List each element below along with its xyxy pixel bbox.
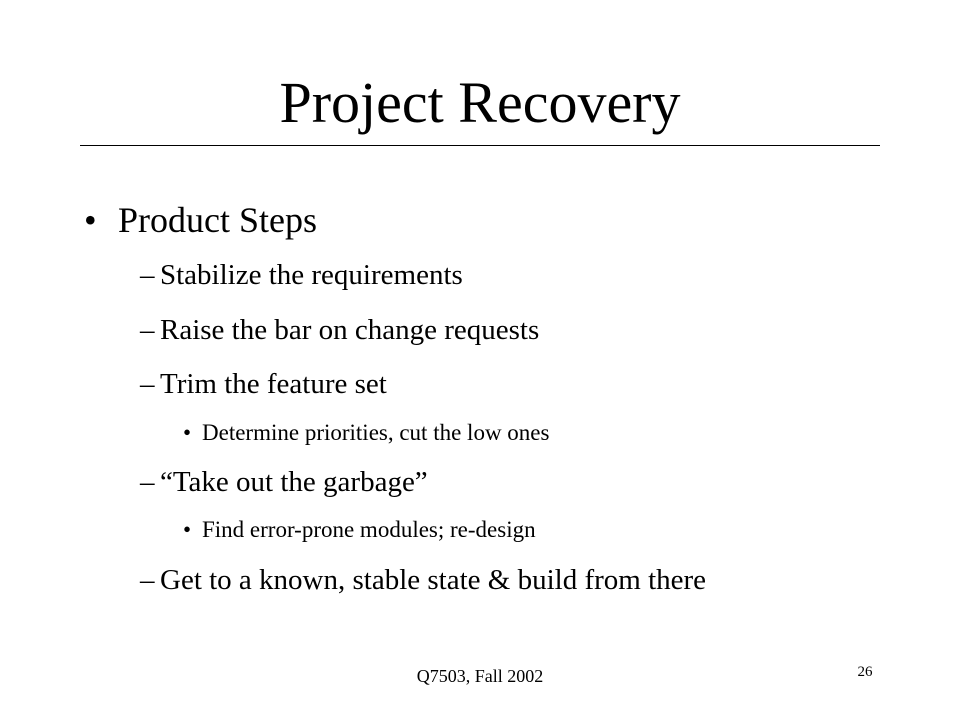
sub-bullet-text: Stabilize the requirements (160, 259, 463, 291)
dash-marker: – (140, 466, 155, 498)
sub-bullet-item (140, 563, 880, 597)
dash-marker: – (140, 564, 155, 596)
sub-sub-bullet-item (183, 516, 833, 544)
sub-bullet-item (140, 465, 840, 499)
sub-bullet-text: Raise the bar on change requests (160, 314, 540, 346)
bullet-marker: • (183, 420, 192, 445)
sub-bullet-text: Trim the feature set (160, 368, 387, 400)
sub-bullet-text: “Take out the garbage” (160, 466, 428, 498)
dash-marker: – (140, 314, 155, 346)
dash-marker: – (140, 259, 155, 291)
bullet-marker: • (183, 517, 192, 542)
slide-title: Project Recovery (279, 70, 681, 135)
slide-number: 26 (857, 664, 873, 680)
bullet-marker: • (84, 200, 97, 240)
sub-sub-bullet-item (183, 419, 833, 447)
dash-marker: – (140, 368, 155, 400)
sub-bullet-item (140, 367, 840, 401)
bullet-text: Product Steps (118, 200, 318, 240)
bullet-item (84, 199, 484, 241)
sub-sub-bullet-text: Find error-prone modules; re-design (202, 517, 536, 542)
footer-course-label: Q7503, Fall 2002 (416, 666, 544, 686)
sub-bullet-item (140, 313, 840, 347)
sub-bullet-item (140, 258, 840, 292)
sub-bullet-text: Get to a known, stable state & build from there (160, 564, 707, 596)
sub-sub-bullet-text: Determine priorities, cut the low ones (202, 420, 550, 445)
